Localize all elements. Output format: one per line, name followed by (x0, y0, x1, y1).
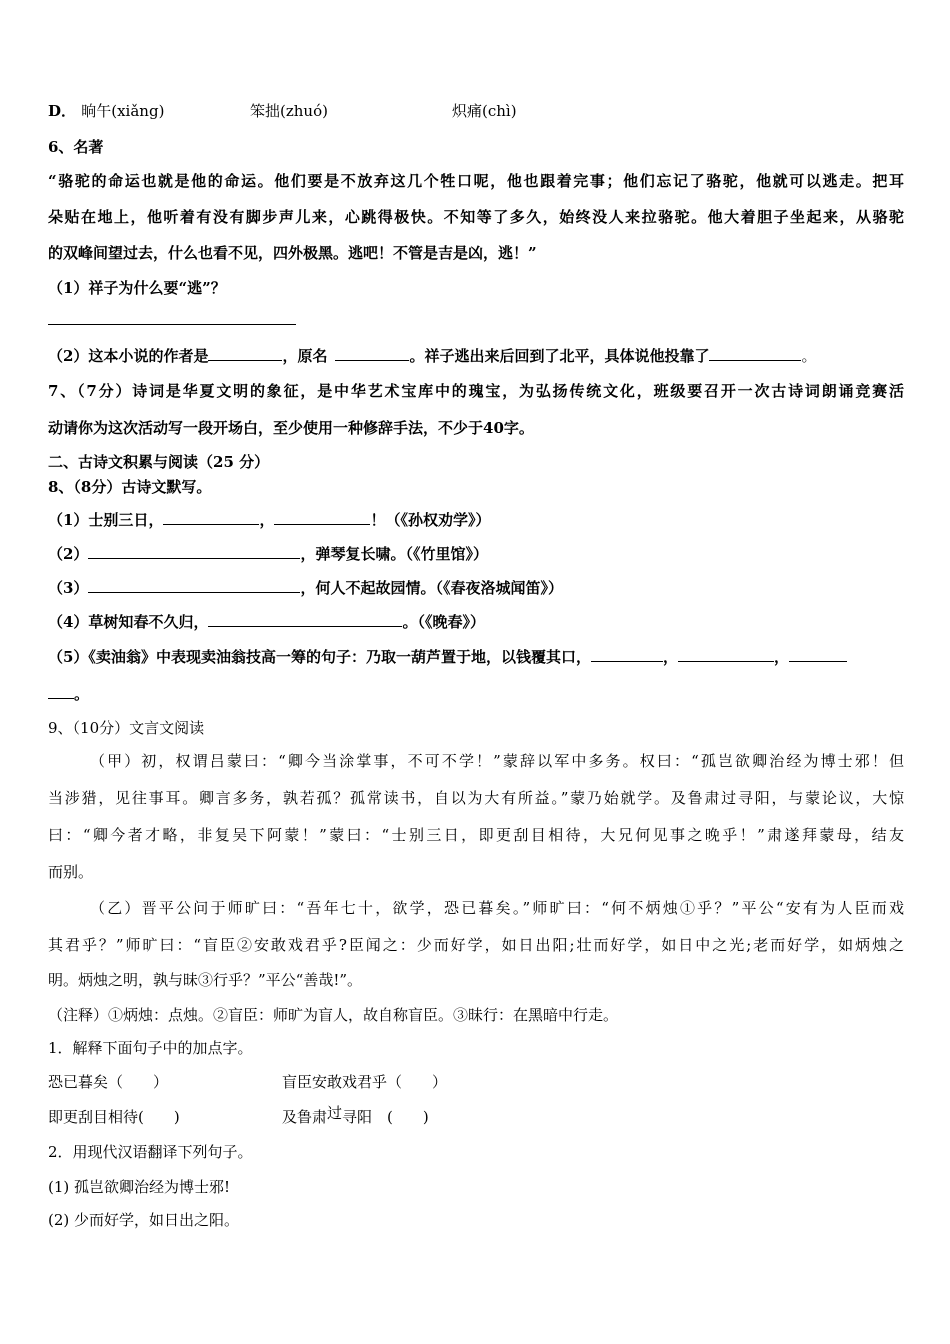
q8-item-2 (48, 544, 488, 564)
q8-item-5-text-c: ， (773, 648, 789, 666)
word-item-3: 即更刮目相待( ) (48, 1108, 180, 1126)
q8-item-3 (48, 578, 563, 598)
q8-item-3-text-b: ，何人不起故园情。（《春夜洛城闻笛》） (300, 579, 563, 597)
passage-b-line-1: （乙）晋平公问于师旷曰：“吾年七十，欲学，恐已暮矣。”师旷曰：“何不炳烛①乎？”平公“安有为人臣而戏 (90, 899, 904, 917)
q8-item-1-text-a: （1）士别三日， (48, 511, 164, 529)
q8-blank-1a[interactable] (163, 510, 259, 525)
q7-line-2: 动请你为这次活动写一段开场白，至少使用一种修辞手法，不少于40字。 (48, 419, 534, 437)
q8-item-1-text-b: ， (259, 511, 275, 529)
passage-a-line-1: （甲）初，权谓吕蒙曰：“卿今当涂掌事，不可不学！”蒙辞以军中多务。权曰：“孤岂欲卿治经为博士邪！但 (90, 752, 904, 770)
q8-item-5-text-a: （5）《卖油翁》中表现卖油翁技高一筹的句子：乃取一葫芦置于地，以钱覆其口， (48, 648, 591, 666)
q7-line-1: 7、（7分）诗词是华夏文明的象征，是中华艺术宝库中的瑰宝，为弘扬传统文化，班级要召开一次古诗词朗诵竞赛活 (48, 382, 904, 400)
q6-sub-2-text-b: ，原名 (282, 347, 328, 365)
q8-blank-3[interactable] (88, 578, 300, 593)
q8-blank-5b[interactable] (678, 647, 774, 662)
q6-sub-2-text-d: 。 (801, 347, 817, 365)
q8-blank-5a[interactable] (591, 647, 663, 662)
q9-sub-2: 2．用现代汉语翻译下列句子。 (48, 1143, 253, 1161)
q6-answer-line[interactable] (48, 310, 296, 330)
q8-item-2-text-b: ，弹琴复长啸。（《竹里馆》） (300, 545, 488, 563)
word-item-4-dotted: 过 (327, 1104, 343, 1122)
q8-item-5 (48, 647, 847, 667)
q6-passage-line-2: 朵贴在地上，他听着有没有脚步声儿来，心跳得极快。不知等了多久，始终没人来拉骆驼。他大着胆子坐起来，从骆驼 (48, 208, 904, 226)
q8-item-4-text-a: （4）草树知春不久归， (48, 613, 209, 631)
author-blank[interactable] (208, 346, 282, 361)
q8-blank-5c-cont[interactable] (48, 684, 74, 699)
q9-heading: 9、（10分）文言文阅读 (48, 719, 205, 737)
q8-heading: 8、（8分）古诗文默写。 (48, 478, 212, 496)
passage-a-line-4: 而别。 (48, 863, 94, 881)
q8-blank-2[interactable] (88, 544, 300, 559)
q6-passage-line-1: “骆驼的命运也就是他的命运。他们要是不放弃这几个牲口呢，他也跟着完事；他们忘记了骆驼，他就可以逃走。把耳 (48, 172, 904, 190)
q6-heading: 6、名著 (48, 138, 104, 156)
word-item-4-text-a: 及鲁肃 (282, 1108, 328, 1126)
q8-item-4 (48, 612, 485, 632)
q8-item-5-text-b: ， (662, 648, 678, 666)
passage-b-line-2: 其君乎？”师旷曰：“盲臣②安敢戏君乎?臣闻之：少而好学，如日出阳;壮而好学，如日中之光;老而好学，如炳烛之 (48, 936, 904, 954)
word-item-4 (282, 1104, 429, 1127)
passage-b-line-3: 明。炳烛之明，孰与昧③行乎？”平公“善哉!”。 (48, 971, 363, 989)
q6-sub-1: （1）祥子为什么要“逃”？ (48, 279, 226, 297)
option-word-1: 晌午(xiǎng) (81, 102, 165, 120)
passage-a-line-3: 曰：“卿今者才略，非复吴下阿蒙！”蒙曰：“士别三日，即更刮目相待，大兄何见事之晚乎！”肃遂拜蒙母，结友 (48, 826, 904, 844)
option-label: D． (48, 102, 77, 120)
q6-sub-2 (48, 346, 817, 366)
word-item-4-text-c: 寻阳 ( ) (342, 1108, 429, 1126)
q8-blank-4[interactable] (208, 612, 402, 627)
q8-item-2-text-a: （2） (48, 545, 89, 563)
q9-sub-1: 1．解释下面句子中的加点字。 (48, 1039, 253, 1057)
q8-item-3-text-a: （3） (48, 579, 89, 597)
q8-item-5-cont (48, 684, 89, 704)
q6-passage-line-3: 的双峰间望过去，什么也看不见，四外极黑。逃吧！不管是吉是凶，逃！” (48, 244, 537, 262)
word-item-1: 恐已暮矣（ ） (48, 1073, 169, 1091)
patron-blank[interactable] (709, 346, 801, 361)
original-name-blank[interactable] (335, 346, 409, 361)
section-2-heading: 二、古诗文积累与阅读（25 分） (48, 453, 270, 471)
option-word-3: 炽痛(chì) (452, 102, 517, 120)
passage-notes: （注释）①炳烛：点烛。②盲臣：师旷为盲人，故自称盲臣。③昧行：在黑暗中行走。 (48, 1006, 619, 1024)
q8-item-5-text-d: 。 (74, 685, 90, 703)
answer-blank[interactable] (48, 310, 296, 325)
passage-a-line-2: 当涉猎，见往事耳。卿言多务，孰若孤？孤常读书，自以为大有所益。”蒙乃始就学。及鲁肃过寻阳，与蒙论议，大惊 (48, 789, 904, 807)
q8-blank-1b[interactable] (274, 510, 370, 525)
translate-item-1: (1) 孤岂欲卿治经为博士邪! (48, 1178, 231, 1196)
q8-blank-5c[interactable] (789, 647, 847, 662)
q8-item-1-text-c: ！（《孙权劝学》） (370, 511, 491, 529)
q8-item-1 (48, 510, 490, 530)
translate-item-2: (2) 少而好学，如日出之阳。 (48, 1211, 240, 1229)
option-word-2: 笨拙(zhuó) (250, 102, 328, 120)
q5-option-d (48, 101, 164, 121)
word-item-2: 盲臣安敢戏君乎（ ） (282, 1073, 448, 1091)
q6-sub-2-text-a: （2）这本小说的作者是 (48, 347, 209, 365)
q6-sub-2-text-c: 。祥子逃出来后回到了北平，具体说他投靠了 (409, 347, 710, 365)
q8-item-4-text-b: 。（《晚春》） (402, 613, 485, 631)
